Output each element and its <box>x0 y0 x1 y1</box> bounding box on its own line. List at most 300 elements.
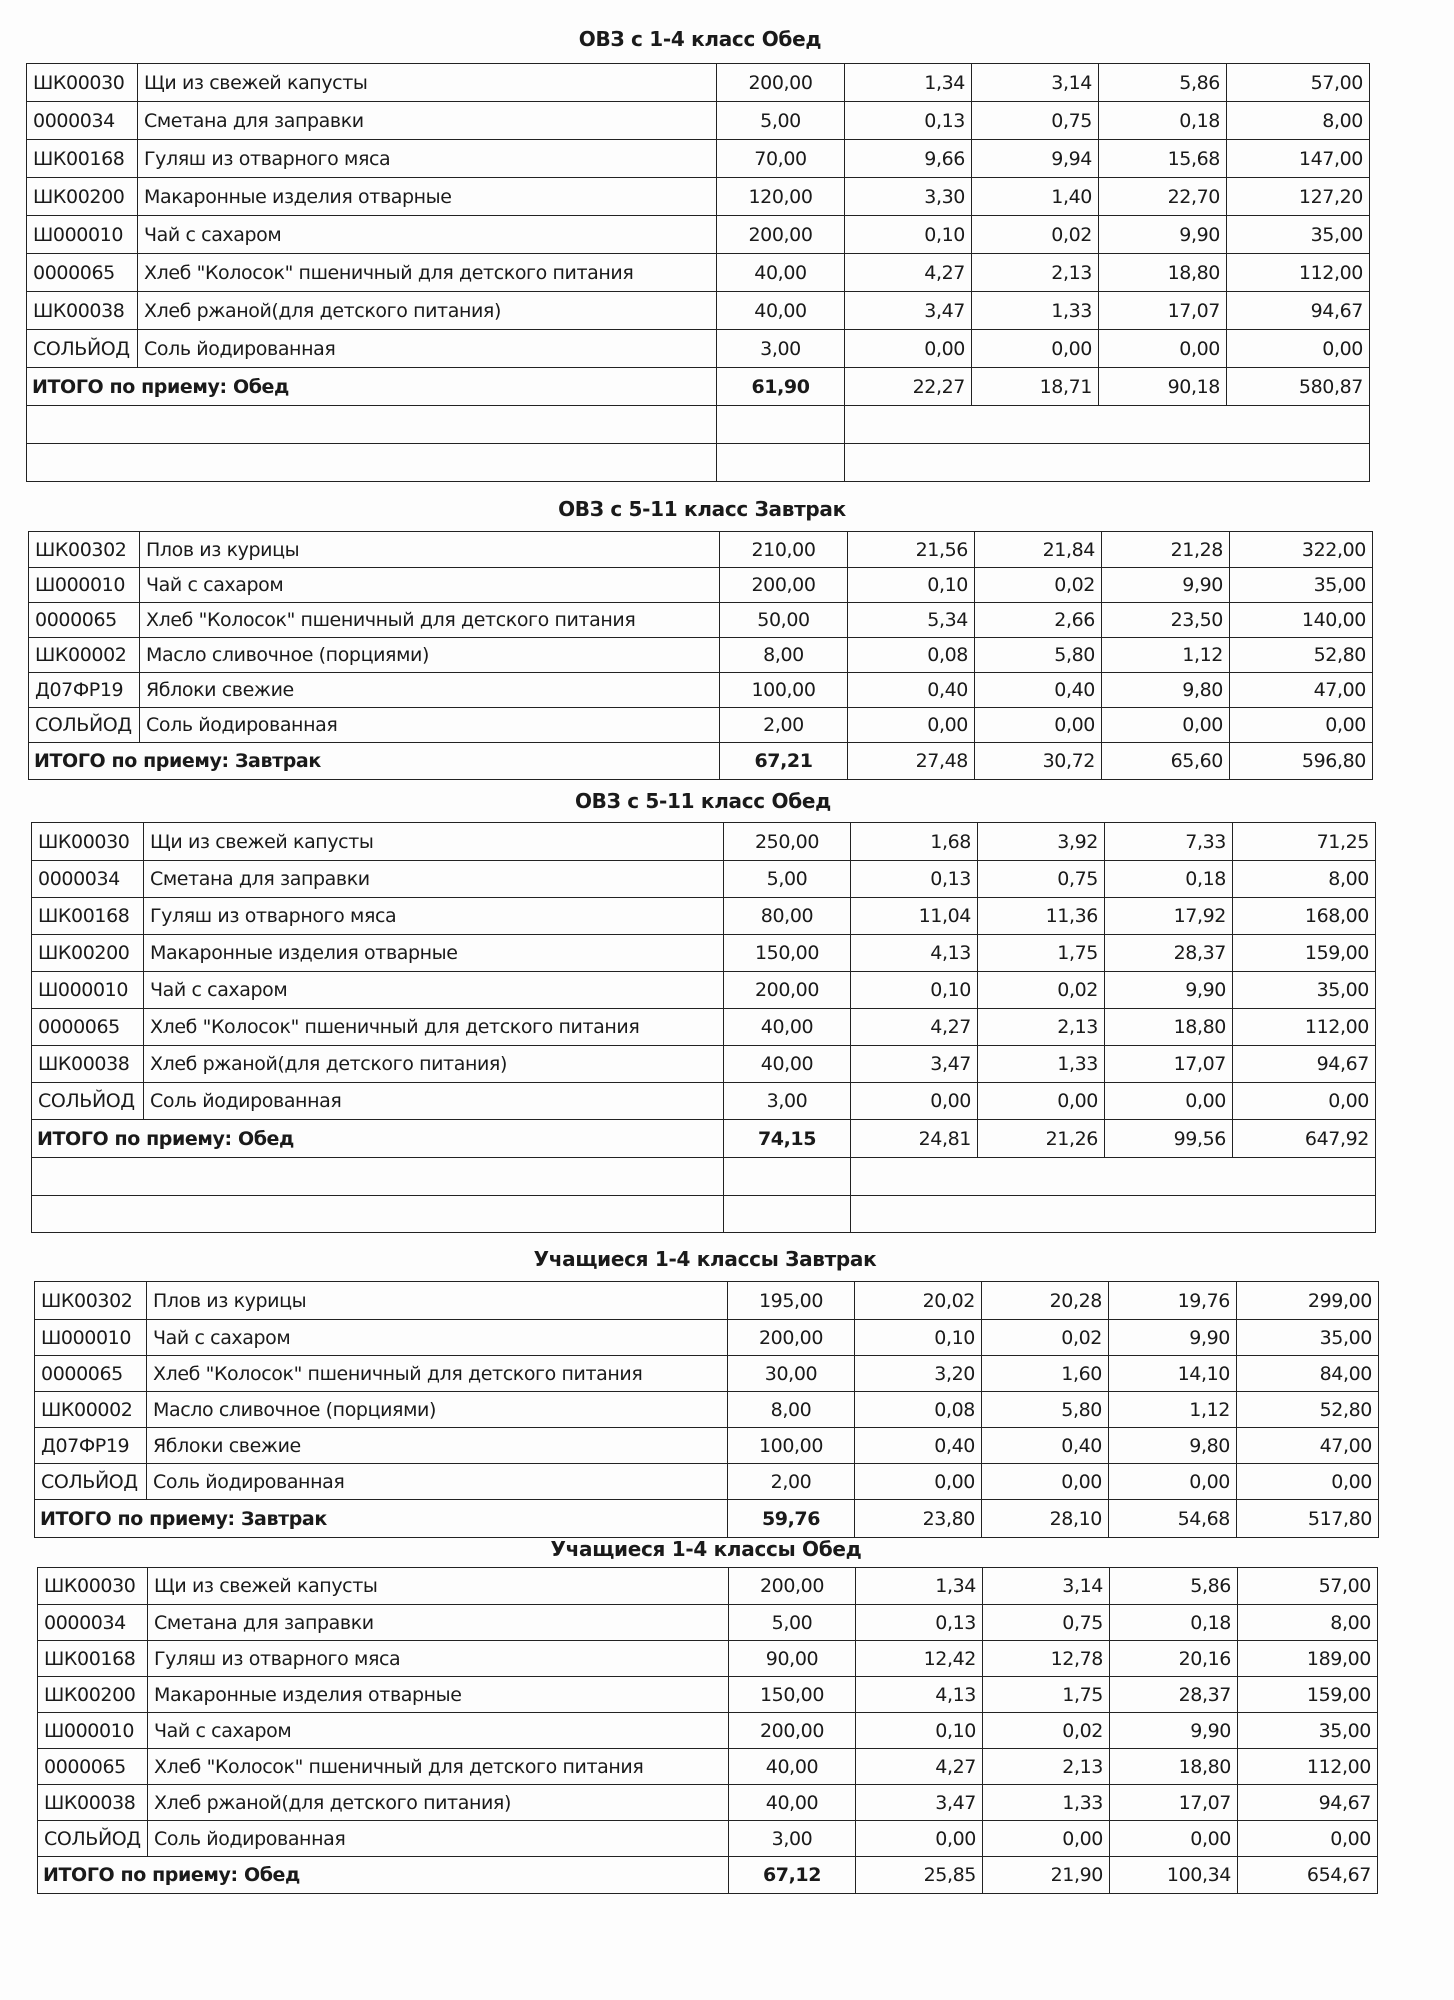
section-title: ОВЗ с 5-11 класс Завтрак <box>558 497 846 521</box>
item-name: Плов из курицы <box>140 532 720 568</box>
item-kcal: 8,00 <box>1233 861 1376 898</box>
blank-row <box>32 1158 1376 1196</box>
item-name: Соль йодированная <box>148 1821 729 1857</box>
item-name: Соль йодированная <box>144 1083 724 1120</box>
item-protein: 0,08 <box>848 638 975 673</box>
item-name: Хлеб "Колосок" пшеничный для детского питания <box>140 603 720 638</box>
item-code: СОЛЬЙОД <box>29 708 140 743</box>
item-kcal: 35,00 <box>1238 1713 1378 1749</box>
item-name: Яблоки свежие <box>147 1428 728 1464</box>
item-protein: 4,27 <box>851 1009 978 1046</box>
item-carbs: 1,12 <box>1102 638 1230 673</box>
table-row <box>27 254 1370 292</box>
total-fat: 18,71 <box>972 368 1099 406</box>
item-code: ШК00030 <box>27 64 138 102</box>
item-kcal: 8,00 <box>1227 102 1370 140</box>
table-row <box>32 861 1376 898</box>
total-qty: 67,21 <box>720 743 848 780</box>
table-row <box>38 1677 1378 1713</box>
item-carbs: 18,80 <box>1105 1009 1233 1046</box>
item-kcal: 94,67 <box>1233 1046 1376 1083</box>
item-kcal: 35,00 <box>1227 216 1370 254</box>
item-protein: 4,27 <box>845 254 972 292</box>
item-qty: 200,00 <box>717 216 845 254</box>
item-fat: 0,00 <box>975 708 1102 743</box>
item-code: Д07ФР19 <box>35 1428 147 1464</box>
table-row <box>27 64 1370 102</box>
blank-cell <box>27 406 717 444</box>
item-qty: 5,00 <box>729 1605 856 1641</box>
item-protein: 3,47 <box>851 1046 978 1083</box>
item-qty: 200,00 <box>724 972 851 1009</box>
item-code: Ш000010 <box>38 1713 148 1749</box>
item-code: ШК00002 <box>35 1392 147 1428</box>
blank-cell <box>32 1158 724 1196</box>
item-fat: 0,02 <box>975 568 1102 603</box>
item-carbs: 9,80 <box>1102 673 1230 708</box>
total-kcal: 596,80 <box>1230 743 1373 780</box>
item-qty: 3,00 <box>717 330 845 368</box>
total-kcal: 517,80 <box>1237 1500 1379 1538</box>
item-name: Плов из курицы <box>147 1282 728 1320</box>
total-label: ИТОГО по приему: Завтрак <box>29 743 720 780</box>
total-label: ИТОГО по приему: Обед <box>32 1120 724 1158</box>
item-name: Сметана для заправки <box>144 861 724 898</box>
blank-cell <box>851 1196 1376 1233</box>
table-row <box>32 1009 1376 1046</box>
item-fat: 1,33 <box>978 1046 1105 1083</box>
item-carbs: 18,80 <box>1110 1749 1238 1785</box>
item-fat: 5,80 <box>975 638 1102 673</box>
section-title: ОВЗ с 5-11 класс Обед <box>574 789 832 813</box>
item-fat: 1,75 <box>983 1677 1110 1713</box>
item-kcal: 52,80 <box>1237 1392 1379 1428</box>
table-row <box>32 935 1376 972</box>
item-carbs: 0,00 <box>1105 1083 1233 1120</box>
item-code: ШК00302 <box>35 1282 147 1320</box>
item-fat: 11,36 <box>978 898 1105 935</box>
item-name: Хлеб "Колосок" пшеничный для детского питания <box>148 1749 729 1785</box>
item-name: Масло сливочное (порциями) <box>147 1392 728 1428</box>
total-row <box>27 368 1370 406</box>
item-name: Щи из свежей капусты <box>148 1568 729 1605</box>
section-title: Учащиеся 1-4 классы Завтрак <box>533 1247 877 1271</box>
item-qty: 210,00 <box>720 532 848 568</box>
item-qty: 30,00 <box>728 1356 855 1392</box>
item-fat: 0,40 <box>982 1428 1109 1464</box>
item-carbs: 0,18 <box>1110 1605 1238 1641</box>
item-fat: 5,80 <box>982 1392 1109 1428</box>
item-code: ШК00030 <box>38 1568 148 1605</box>
item-code: 0000065 <box>29 603 140 638</box>
item-code: СОЛЬЙОД <box>27 330 138 368</box>
item-fat: 0,00 <box>983 1821 1110 1857</box>
item-protein: 0,10 <box>851 972 978 1009</box>
item-code: 0000065 <box>32 1009 144 1046</box>
item-name: Щи из свежей капусты <box>144 823 724 861</box>
item-name: Чай с сахаром <box>147 1320 728 1356</box>
item-carbs: 0,00 <box>1110 1821 1238 1857</box>
item-fat: 1,33 <box>972 292 1099 330</box>
table-row <box>27 292 1370 330</box>
item-protein: 1,34 <box>845 64 972 102</box>
item-code: ШК00038 <box>32 1046 144 1083</box>
total-qty: 74,15 <box>724 1120 851 1158</box>
item-name: Хлеб ржаной(для детского питания) <box>138 292 717 330</box>
item-fat: 0,00 <box>972 330 1099 368</box>
item-carbs: 17,92 <box>1105 898 1233 935</box>
item-qty: 195,00 <box>728 1282 855 1320</box>
item-name: Гуляш из отварного мяса <box>148 1641 729 1677</box>
table-row <box>27 102 1370 140</box>
blank-cell <box>724 1196 851 1233</box>
item-qty: 200,00 <box>717 64 845 102</box>
item-name: Чай с сахаром <box>144 972 724 1009</box>
total-fat: 28,10 <box>982 1500 1109 1538</box>
item-qty: 2,00 <box>720 708 848 743</box>
item-kcal: 8,00 <box>1238 1605 1378 1641</box>
item-qty: 3,00 <box>729 1821 856 1857</box>
table-row <box>32 1083 1376 1120</box>
item-fat: 0,02 <box>972 216 1099 254</box>
item-kcal: 0,00 <box>1233 1083 1376 1120</box>
item-qty: 40,00 <box>724 1009 851 1046</box>
blank-cell <box>724 1158 851 1196</box>
table-row <box>27 216 1370 254</box>
item-name: Чай с сахаром <box>140 568 720 603</box>
item-carbs: 28,37 <box>1105 935 1233 972</box>
item-kcal: 168,00 <box>1233 898 1376 935</box>
item-carbs: 0,00 <box>1099 330 1227 368</box>
table-row <box>38 1749 1378 1785</box>
item-qty: 200,00 <box>720 568 848 603</box>
item-fat: 2,13 <box>972 254 1099 292</box>
item-code: 0000034 <box>32 861 144 898</box>
table-row <box>29 673 1373 708</box>
item-protein: 0,00 <box>855 1464 982 1500</box>
item-protein: 0,13 <box>856 1605 983 1641</box>
item-qty: 3,00 <box>724 1083 851 1120</box>
item-code: ШК00200 <box>32 935 144 972</box>
table-row <box>35 1392 1379 1428</box>
item-protein: 0,10 <box>855 1320 982 1356</box>
item-qty: 200,00 <box>728 1320 855 1356</box>
item-qty: 5,00 <box>717 102 845 140</box>
item-carbs: 20,16 <box>1110 1641 1238 1677</box>
item-fat: 1,75 <box>978 935 1105 972</box>
item-name: Хлеб "Колосок" пшеничный для детского питания <box>144 1009 724 1046</box>
item-carbs: 17,07 <box>1105 1046 1233 1083</box>
item-name: Сметана для заправки <box>138 102 717 140</box>
item-fat: 0,00 <box>978 1083 1105 1120</box>
item-carbs: 28,37 <box>1110 1677 1238 1713</box>
table-row <box>38 1821 1378 1857</box>
item-carbs: 23,50 <box>1102 603 1230 638</box>
total-carbs: 65,60 <box>1102 743 1230 780</box>
item-name: Хлеб "Колосок" пшеничный для детского питания <box>147 1356 728 1392</box>
item-name: Сметана для заправки <box>148 1605 729 1641</box>
table-row <box>27 178 1370 216</box>
item-name: Соль йодированная <box>147 1464 728 1500</box>
item-qty: 8,00 <box>728 1392 855 1428</box>
item-fat: 0,02 <box>978 972 1105 1009</box>
item-qty: 100,00 <box>728 1428 855 1464</box>
table-row <box>27 330 1370 368</box>
item-fat: 0,40 <box>975 673 1102 708</box>
item-name: Хлеб "Колосок" пшеничный для детского питания <box>138 254 717 292</box>
item-code: 0000065 <box>35 1356 147 1392</box>
table-row <box>38 1785 1378 1821</box>
table-row <box>35 1428 1379 1464</box>
item-fat: 3,14 <box>972 64 1099 102</box>
item-code: Ш000010 <box>35 1320 147 1356</box>
item-carbs: 22,70 <box>1099 178 1227 216</box>
item-name: Соль йодированная <box>138 330 717 368</box>
item-code: 0000034 <box>27 102 138 140</box>
total-qty: 61,90 <box>717 368 845 406</box>
item-code: Ш000010 <box>27 216 138 254</box>
item-kcal: 140,00 <box>1230 603 1373 638</box>
item-carbs: 0,18 <box>1099 102 1227 140</box>
item-kcal: 189,00 <box>1238 1641 1378 1677</box>
item-name: Макаронные изделия отварные <box>148 1677 729 1713</box>
item-name: Гуляш из отварного мяса <box>144 898 724 935</box>
item-fat: 3,14 <box>983 1568 1110 1605</box>
item-kcal: 0,00 <box>1230 708 1373 743</box>
item-code: ШК00168 <box>27 140 138 178</box>
item-protein: 1,34 <box>856 1568 983 1605</box>
menu-table-ovz-1-4-lunch <box>26 63 1370 482</box>
table-row <box>32 972 1376 1009</box>
item-protein: 0,10 <box>856 1713 983 1749</box>
table-row <box>29 708 1373 743</box>
total-label: ИТОГО по приему: Завтрак <box>35 1500 728 1538</box>
item-carbs: 0,00 <box>1109 1464 1237 1500</box>
item-code: Д07ФР19 <box>29 673 140 708</box>
item-kcal: 112,00 <box>1238 1749 1378 1785</box>
item-protein: 20,02 <box>855 1282 982 1320</box>
item-fat: 12,78 <box>983 1641 1110 1677</box>
item-kcal: 0,00 <box>1237 1464 1379 1500</box>
item-carbs: 14,10 <box>1109 1356 1237 1392</box>
item-code: ШК00168 <box>38 1641 148 1677</box>
menu-table-ovz-5-11-lunch <box>31 822 1376 1233</box>
item-protein: 3,20 <box>855 1356 982 1392</box>
total-kcal: 580,87 <box>1227 368 1370 406</box>
item-fat: 3,92 <box>978 823 1105 861</box>
item-qty: 150,00 <box>724 935 851 972</box>
item-fat: 1,33 <box>983 1785 1110 1821</box>
total-protein: 24,81 <box>851 1120 978 1158</box>
item-protein: 0,10 <box>845 216 972 254</box>
item-qty: 120,00 <box>717 178 845 216</box>
blank-cell <box>717 444 845 482</box>
item-kcal: 127,20 <box>1227 178 1370 216</box>
blank-cell <box>845 406 1370 444</box>
item-kcal: 147,00 <box>1227 140 1370 178</box>
blank-cell <box>32 1196 724 1233</box>
blank-cell <box>27 444 717 482</box>
item-carbs: 1,12 <box>1109 1392 1237 1428</box>
item-protein: 12,42 <box>856 1641 983 1677</box>
item-name: Макаронные изделия отварные <box>144 935 724 972</box>
item-protein: 0,00 <box>845 330 972 368</box>
menu-table-ovz-5-11-breakfast <box>28 531 1373 780</box>
table-row <box>32 823 1376 861</box>
total-row <box>35 1500 1379 1538</box>
table-row <box>27 140 1370 178</box>
item-qty: 70,00 <box>717 140 845 178</box>
item-code: 0000034 <box>38 1605 148 1641</box>
item-kcal: 84,00 <box>1237 1356 1379 1392</box>
item-carbs: 5,86 <box>1110 1568 1238 1605</box>
item-protein: 9,66 <box>845 140 972 178</box>
item-fat: 2,13 <box>983 1749 1110 1785</box>
total-kcal: 654,67 <box>1238 1857 1378 1894</box>
item-fat: 2,66 <box>975 603 1102 638</box>
item-code: СОЛЬЙОД <box>32 1083 144 1120</box>
item-protein: 0,00 <box>848 708 975 743</box>
blank-row <box>27 406 1370 444</box>
total-protein: 27,48 <box>848 743 975 780</box>
item-kcal: 112,00 <box>1227 254 1370 292</box>
item-name: Хлеб ржаной(для детского питания) <box>148 1785 729 1821</box>
item-fat: 0,00 <box>982 1464 1109 1500</box>
item-fat: 1,40 <box>972 178 1099 216</box>
item-fat: 1,60 <box>982 1356 1109 1392</box>
item-protein: 0,40 <box>855 1428 982 1464</box>
item-carbs: 18,80 <box>1099 254 1227 292</box>
item-fat: 0,75 <box>983 1605 1110 1641</box>
item-qty: 100,00 <box>720 673 848 708</box>
item-kcal: 47,00 <box>1230 673 1373 708</box>
item-carbs: 0,00 <box>1102 708 1230 743</box>
item-protein: 3,47 <box>845 292 972 330</box>
item-qty: 150,00 <box>729 1677 856 1713</box>
item-qty: 40,00 <box>729 1785 856 1821</box>
item-code: ШК00302 <box>29 532 140 568</box>
total-protein: 22,27 <box>845 368 972 406</box>
item-protein: 4,13 <box>856 1677 983 1713</box>
item-kcal: 57,00 <box>1227 64 1370 102</box>
table-row <box>35 1356 1379 1392</box>
item-qty: 40,00 <box>717 254 845 292</box>
table-row <box>35 1464 1379 1500</box>
blank-row <box>32 1196 1376 1233</box>
item-kcal: 35,00 <box>1237 1320 1379 1356</box>
item-protein: 5,34 <box>848 603 975 638</box>
item-carbs: 0,18 <box>1105 861 1233 898</box>
item-protein: 0,40 <box>848 673 975 708</box>
item-code: ШК00030 <box>32 823 144 861</box>
total-carbs: 54,68 <box>1109 1500 1237 1538</box>
item-kcal: 0,00 <box>1227 330 1370 368</box>
item-protein: 21,56 <box>848 532 975 568</box>
item-carbs: 9,90 <box>1099 216 1227 254</box>
item-code: ШК00002 <box>29 638 140 673</box>
item-fat: 21,84 <box>975 532 1102 568</box>
total-fat: 21,26 <box>978 1120 1105 1158</box>
blank-row <box>27 444 1370 482</box>
item-qty: 90,00 <box>729 1641 856 1677</box>
item-fat: 20,28 <box>982 1282 1109 1320</box>
table-row <box>32 898 1376 935</box>
item-carbs: 21,28 <box>1102 532 1230 568</box>
item-code: 0000065 <box>27 254 138 292</box>
item-qty: 2,00 <box>728 1464 855 1500</box>
item-fat: 9,94 <box>972 140 1099 178</box>
table-row <box>38 1568 1378 1605</box>
item-name: Яблоки свежие <box>140 673 720 708</box>
item-fat: 2,13 <box>978 1009 1105 1046</box>
item-kcal: 159,00 <box>1238 1677 1378 1713</box>
blank-cell <box>851 1158 1376 1196</box>
item-code: ШК00200 <box>38 1677 148 1713</box>
item-name: Соль йодированная <box>140 708 720 743</box>
table-row <box>29 532 1373 568</box>
item-kcal: 159,00 <box>1233 935 1376 972</box>
item-kcal: 322,00 <box>1230 532 1373 568</box>
item-protein: 0,00 <box>856 1821 983 1857</box>
item-kcal: 71,25 <box>1233 823 1376 861</box>
item-name: Чай с сахаром <box>148 1713 729 1749</box>
item-qty: 50,00 <box>720 603 848 638</box>
item-qty: 40,00 <box>724 1046 851 1083</box>
item-name: Гуляш из отварного мяса <box>138 140 717 178</box>
item-protein: 0,13 <box>845 102 972 140</box>
total-fat: 30,72 <box>975 743 1102 780</box>
blank-cell <box>717 406 845 444</box>
total-protein: 25,85 <box>856 1857 983 1894</box>
item-carbs: 9,90 <box>1102 568 1230 603</box>
section-title: Учащиеся 1-4 классы Обед <box>550 1537 862 1561</box>
table-row <box>38 1713 1378 1749</box>
item-carbs: 17,07 <box>1110 1785 1238 1821</box>
total-row <box>29 743 1373 780</box>
item-fat: 0,02 <box>982 1320 1109 1356</box>
total-carbs: 90,18 <box>1099 368 1227 406</box>
item-kcal: 299,00 <box>1237 1282 1379 1320</box>
item-protein: 11,04 <box>851 898 978 935</box>
item-name: Щи из свежей капусты <box>138 64 717 102</box>
total-fat: 21,90 <box>983 1857 1110 1894</box>
item-carbs: 9,90 <box>1105 972 1233 1009</box>
item-qty: 200,00 <box>729 1713 856 1749</box>
item-kcal: 35,00 <box>1230 568 1373 603</box>
item-qty: 40,00 <box>729 1749 856 1785</box>
item-name: Хлеб ржаной(для детского питания) <box>144 1046 724 1083</box>
item-protein: 0,10 <box>848 568 975 603</box>
item-carbs: 15,68 <box>1099 140 1227 178</box>
item-name: Макаронные изделия отварные <box>138 178 717 216</box>
item-code: Ш000010 <box>29 568 140 603</box>
item-qty: 200,00 <box>729 1568 856 1605</box>
total-carbs: 100,34 <box>1110 1857 1238 1894</box>
total-carbs: 99,56 <box>1105 1120 1233 1158</box>
item-code: СОЛЬЙОД <box>38 1821 148 1857</box>
table-row <box>32 1046 1376 1083</box>
total-label: ИТОГО по приему: Обед <box>27 368 717 406</box>
total-qty: 59,76 <box>728 1500 855 1538</box>
item-qty: 80,00 <box>724 898 851 935</box>
item-kcal: 0,00 <box>1238 1821 1378 1857</box>
total-kcal: 647,92 <box>1233 1120 1376 1158</box>
item-qty: 8,00 <box>720 638 848 673</box>
menu-table-students-1-4-lunch <box>37 1567 1378 1894</box>
item-protein: 0,08 <box>855 1392 982 1428</box>
item-protein: 0,00 <box>851 1083 978 1120</box>
item-qty: 40,00 <box>717 292 845 330</box>
